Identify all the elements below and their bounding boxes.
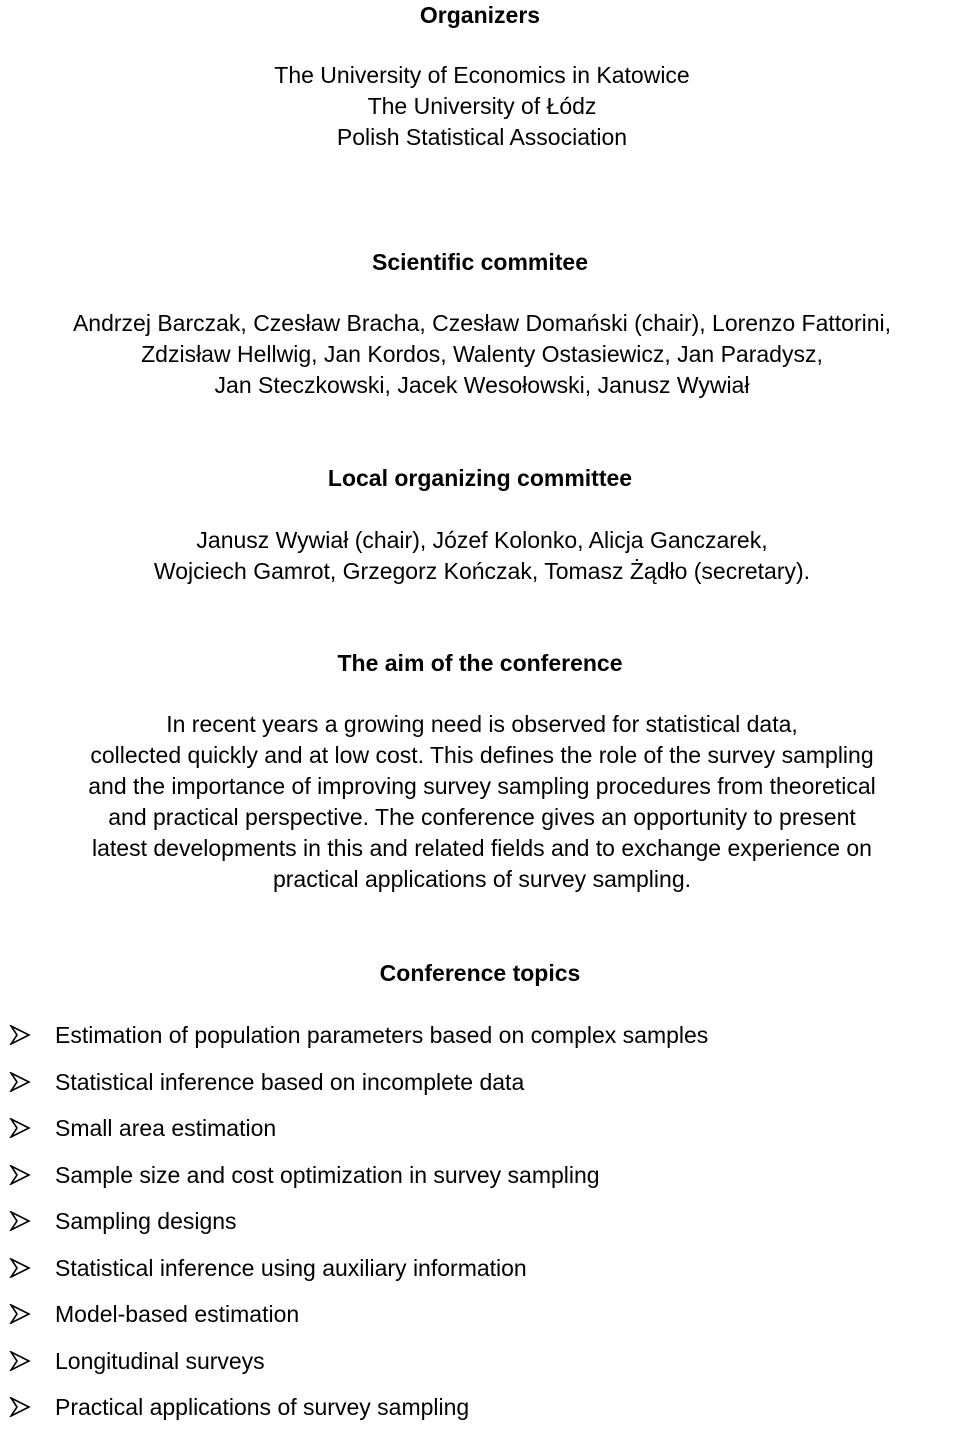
topic-label: Longitudinal surveys bbox=[55, 1347, 265, 1374]
arrowhead-bullet-icon bbox=[9, 1397, 31, 1417]
aim-heading: The aim of the conference bbox=[337, 650, 623, 676]
topic-label: Statistical inference using auxiliary information bbox=[55, 1254, 527, 1281]
topics-heading: Conference topics bbox=[379, 960, 581, 986]
topics-list bbox=[0, 1019, 960, 1438]
aim-paragraph bbox=[0, 709, 960, 895]
local-committee-heading: Local organizing committee bbox=[327, 465, 633, 491]
aim-text-line: collected quickly and at low cost. This defines the role of the survey sampling bbox=[90, 742, 874, 768]
topic-item bbox=[0, 1066, 960, 1113]
topic-label: Model-based estimation bbox=[55, 1301, 300, 1327]
topic-item bbox=[0, 1298, 960, 1345]
topic-item bbox=[0, 1252, 960, 1299]
aim-text-line: and the importance of improving survey sampling procedures from theoretical bbox=[88, 773, 876, 799]
topic-item bbox=[0, 1205, 960, 1252]
topic-label: Estimation of population parameters based on complex samples bbox=[55, 1022, 709, 1048]
aim-text-line: and practical perspective. The conference gives an opportunity to present bbox=[108, 804, 856, 830]
aim-text-line: latest developments in this and related fields and to exchange experience on bbox=[92, 835, 872, 861]
committee-member-line: Zdzisław Hellwig, Jan Kordos, Walenty Ostasiewicz, Jan Paradysz, bbox=[141, 341, 823, 367]
arrowhead-bullet-icon bbox=[9, 1304, 31, 1324]
organizer-line: The University of Łódz bbox=[367, 93, 597, 119]
organizer-line: Polish Statistical Association bbox=[336, 124, 628, 150]
aim-text-line: In recent years a growing need is observed for statistical data, bbox=[166, 711, 798, 737]
topic-item bbox=[0, 1391, 960, 1438]
arrowhead-bullet-icon bbox=[9, 1258, 31, 1278]
topic-item bbox=[0, 1159, 960, 1206]
topic-label: Sampling designs bbox=[55, 1208, 237, 1234]
local-committee-members bbox=[0, 525, 960, 587]
scientific-committee-heading: Scientific commitee bbox=[371, 249, 589, 275]
topic-label: Statistical inference based on incomplete data bbox=[55, 1068, 525, 1095]
topic-item bbox=[0, 1019, 960, 1066]
committee-member-line: Andrzej Barczak, Czesław Bracha, Czesław Domański (chair), Lorenzo Fattorini, bbox=[72, 310, 892, 336]
committee-member-line: Wojciech Gamrot, Grzegorz Kończak, Tomasz Żądło (secretary). bbox=[153, 558, 811, 584]
topic-label: Practical applications of survey sampling bbox=[55, 1394, 470, 1420]
topic-item bbox=[0, 1112, 960, 1159]
arrowhead-bullet-icon bbox=[9, 1118, 31, 1138]
committee-member-line: Janusz Wywiał (chair), Józef Kolonko, Alicja Ganczarek, bbox=[196, 527, 768, 553]
arrowhead-bullet-icon bbox=[9, 1025, 31, 1045]
topic-label: Sample size and cost optimization in survey sampling bbox=[55, 1161, 600, 1188]
arrowhead-bullet-icon bbox=[9, 1211, 31, 1231]
arrowhead-bullet-icon bbox=[9, 1072, 31, 1092]
arrowhead-bullet-icon bbox=[9, 1165, 31, 1185]
topic-item bbox=[0, 1345, 960, 1392]
topic-label: Small area estimation bbox=[55, 1115, 277, 1141]
organizer-line: The University of Economics in Katowice bbox=[274, 62, 690, 88]
scientific-committee-members bbox=[0, 308, 960, 401]
organizers-list bbox=[0, 60, 960, 153]
arrowhead-bullet-icon bbox=[9, 1351, 31, 1371]
aim-text-line: practical applications of survey sampling. bbox=[272, 866, 692, 892]
committee-member-line: Jan Steczkowski, Jacek Wesołowski, Janusz Wywiał bbox=[214, 372, 750, 398]
organizers-heading: Organizers bbox=[419, 2, 541, 28]
